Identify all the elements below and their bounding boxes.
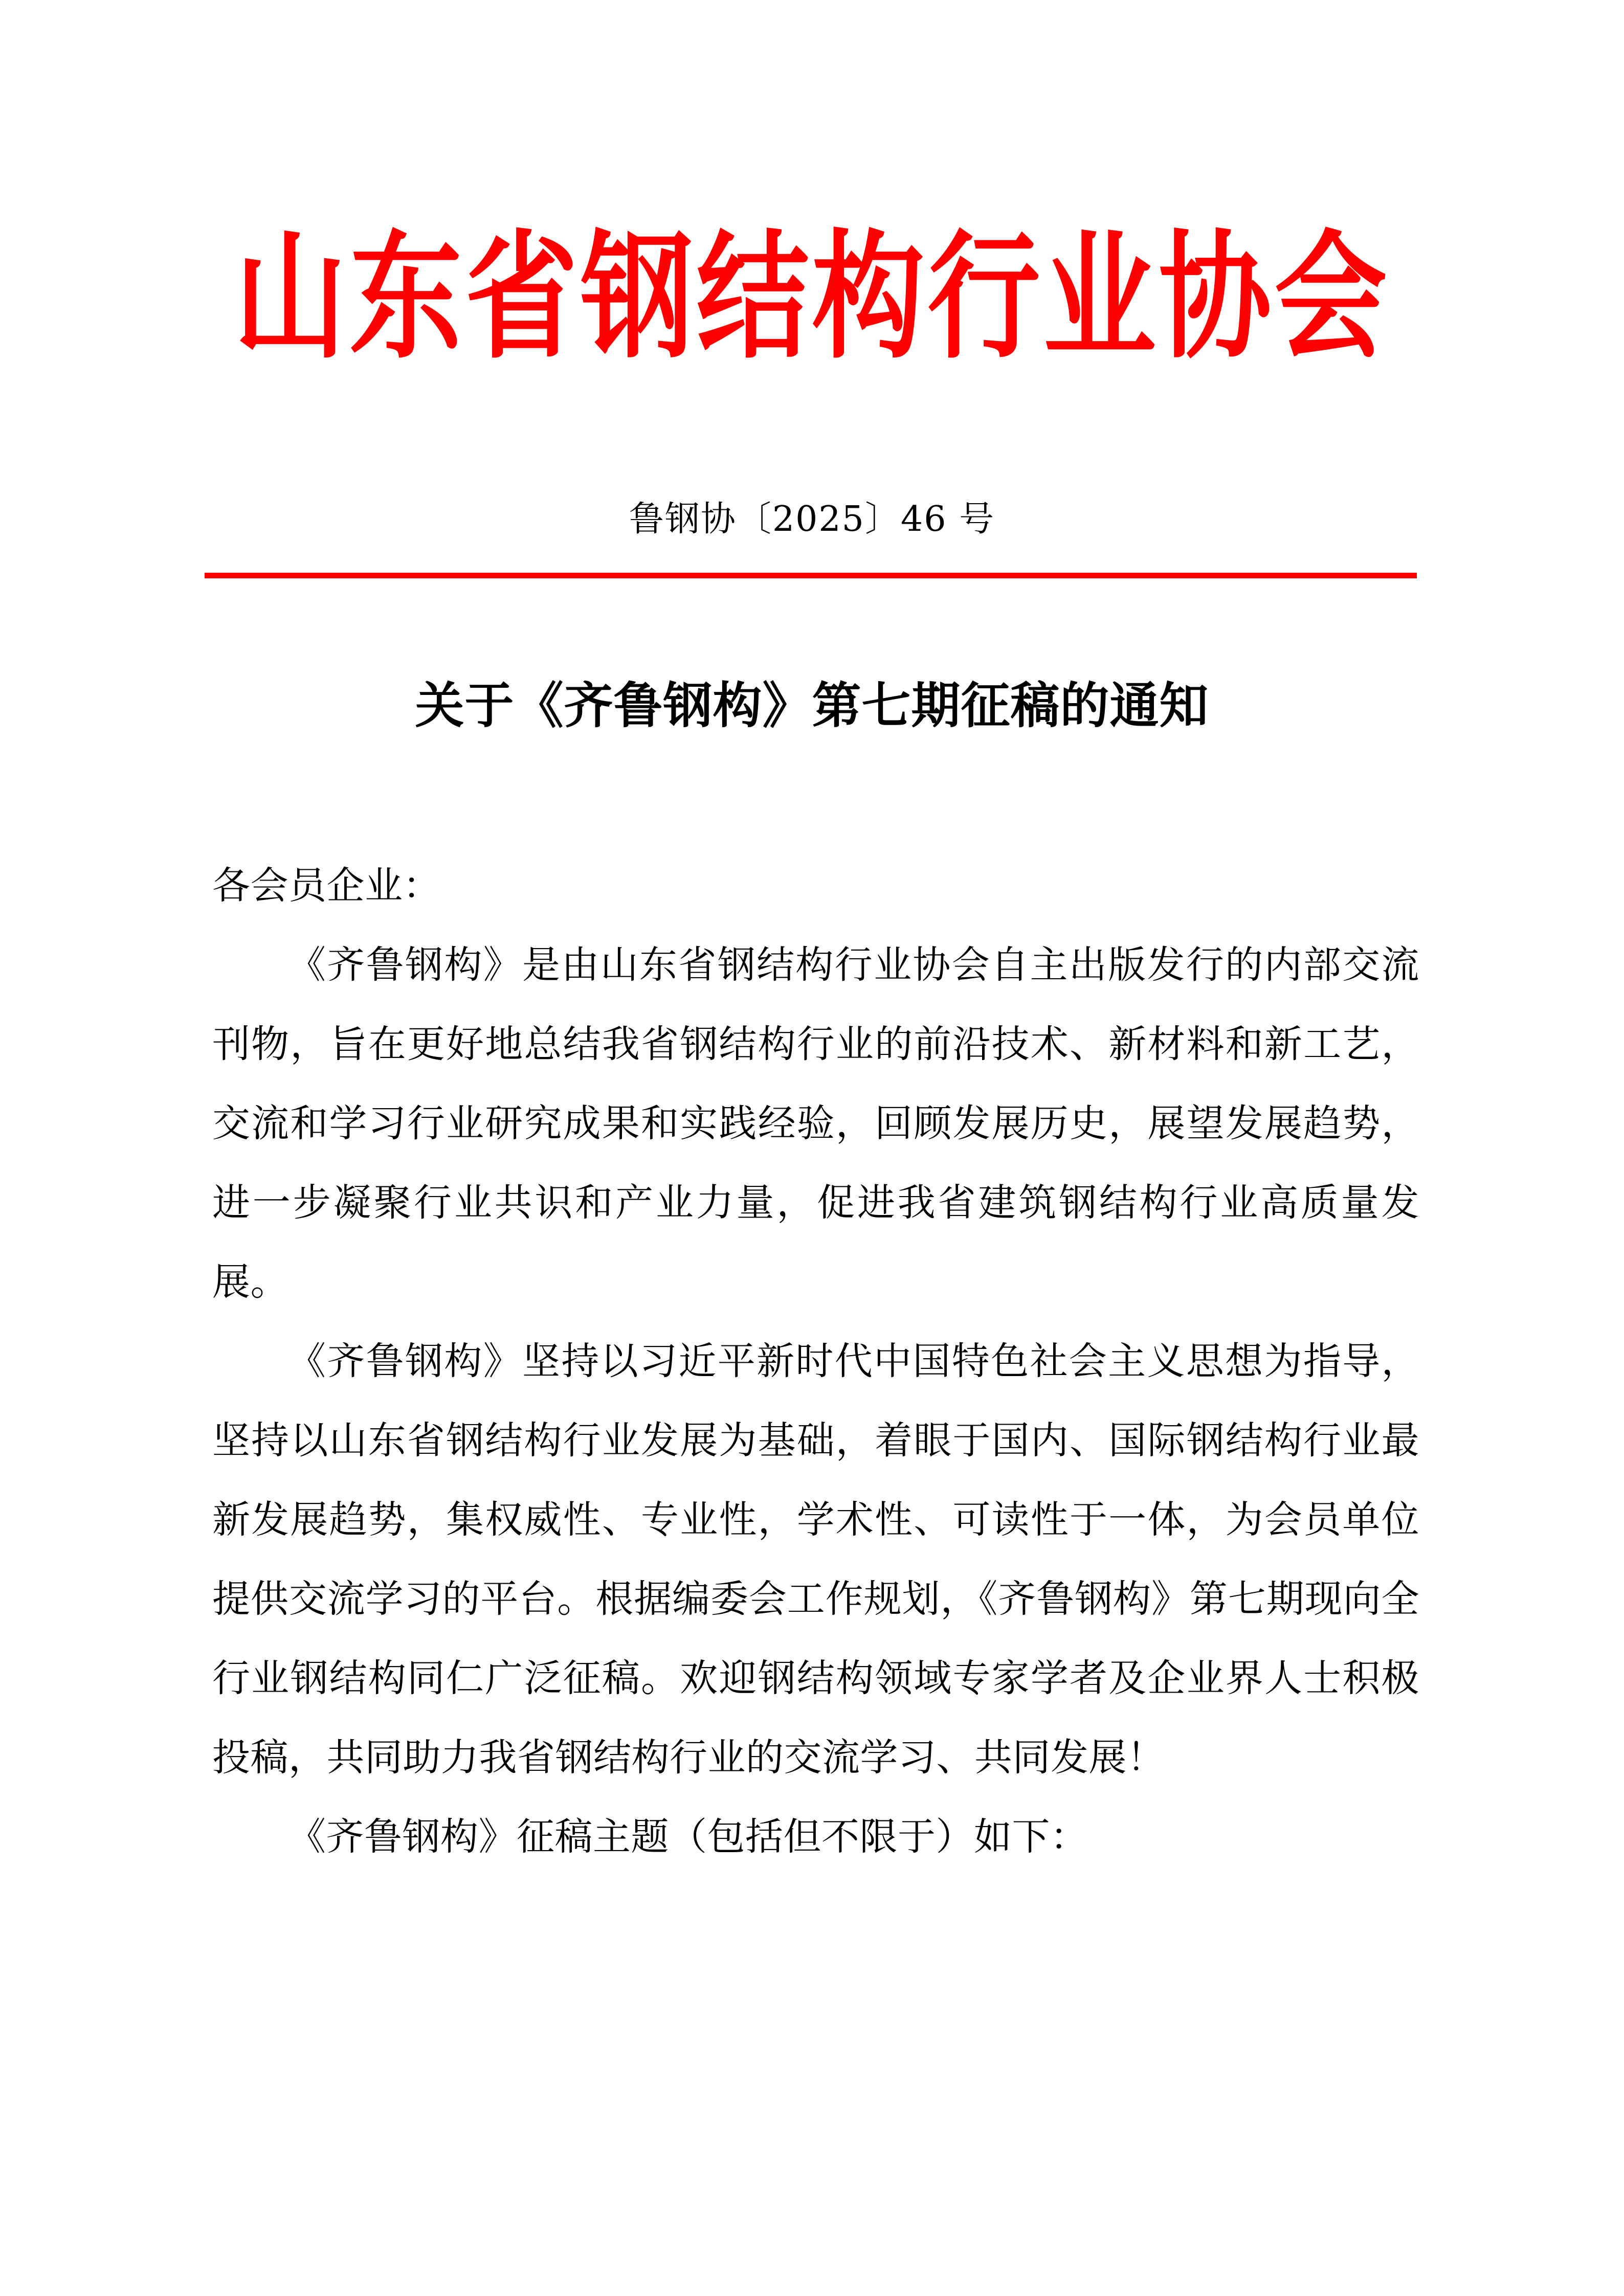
page-title: 关于《齐鲁钢构》第七期征稿的通知 (415, 677, 1209, 734)
document-number-row (0, 499, 1624, 541)
organization-name: 山东省钢结构行业协会 (234, 215, 1390, 377)
document-title-row (0, 675, 1624, 736)
body-paragraph-1: 《齐鲁钢构》是由山东省钢结构行业协会自主出版发行的内部交流刊物，旨在更好地总结我省钢结构行业的前沿技术、新材料和新工艺，交流和学习行业研究成果和实践经验，回顾发展历史，展望发展趋势，进一步凝聚行业共识和产业力量，促进我省建筑钢结构行业高质量发展。 (212, 943, 1419, 1304)
red-separator-rule (205, 573, 1417, 578)
letterhead-banner (0, 215, 1624, 377)
salutation: 各会员企业： (212, 864, 441, 908)
body-paragraph-3: 《齐鲁钢构》征稿主题（包括但不限于）如下： (288, 1815, 1088, 1859)
body-paragraph-2: 《齐鲁钢构》坚持以习近平新时代中国特色社会主义思想为指导，坚持以山东省钢结构行业发展为基础，着眼于国内、国际钢结构行业最新发展趋势，集权威性、专业性，学术性、可读性于一体，为会员单位提供交流学习的平台。根据编委会工作规划，《齐鲁钢构》第七期现向全行业钢结构同仁广泛征稿。欢迎钢结构领域专家学者及企业界人士积极投稿，共同助力我省钢结构行业的交流学习、共同发展！ (212, 1339, 1419, 1780)
document-body (212, 846, 1419, 1877)
document-number: 鲁钢协〔2025〕46 号 (629, 499, 995, 539)
